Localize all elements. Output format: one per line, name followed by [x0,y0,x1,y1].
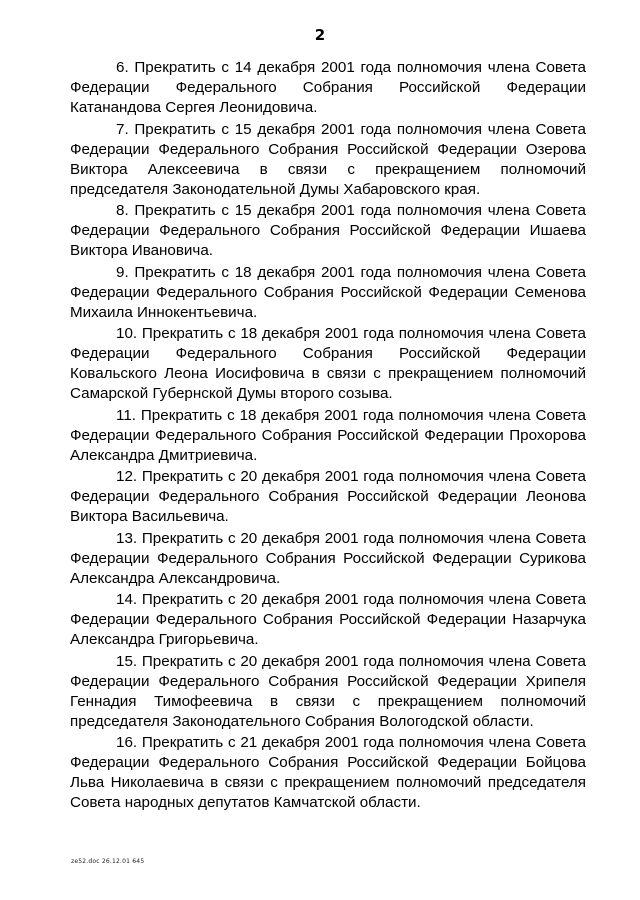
paragraph-11: 11. Прекратить с 18 декабря 2001 года полномочия члена Совета Федерации Федерального Собрания Российской Федерации Прохорова Александра Дмитриевича. [70,406,586,464]
paragraph-16: 16. Прекратить с 21 декабря 2001 года полномочия члена Совета Федерации Федерального Собрания Российской Федерации Бойцова Льва Николаевича в связи с прекращением полномочий председателя Совета народных депутатов Камчатской области. [70,734,586,811]
document-body [70,58,586,815]
footer-document-code: ze52.doc 26.12.01 645 [71,858,145,865]
paragraph-8: 8. Прекратить с 15 декабря 2001 года полномочия члена Совета Федерации Федерального Собрания Российской Федерации Ишаева Виктора Ивановича. [70,202,586,259]
paragraph-10: 10. Прекратить с 18 декабря 2001 года полномочия члена Совета Федерации Федерального Собрания Российской Федерации Ковальского Леона Иосифовича в связи с прекращением полномочий Самарской Губернской Думы второго созыва. [70,325,586,402]
paragraph-12: 12. Прекратить с 20 декабря 2001 года полномочия члена Совета Федерации Федерального Собрания Российской Федерации Леонова Виктора Васильевича. [70,468,586,525]
paragraph-9: 9. Прекратить с 18 декабря 2001 года полномочия члена Совета Федерации Федерального Собрания Российской Федерации Семенова Михаила Иннокентьевича. [70,263,586,321]
page-number: 2 [314,26,326,44]
paragraph-14: 14. Прекратить с 20 декабря 2001 года полномочия члена Совета Федерации Федерального Собрания Российской Федерации Назарчука Александра Григорьевича. [70,591,586,648]
paragraph-6: 6. Прекратить с 14 декабря 2001 года полномочия члена Совета Федерации Федерального Собрания Российской Федерации Катанандова Сергея Леонидовича. [70,59,586,116]
paragraph-13: 13. Прекратить с 20 декабря 2001 года полномочия члена Совета Федерации Федерального Собрания Российской Федерации Сурикова Александра Александровича. [70,529,586,587]
paragraph-15: 15. Прекратить с 20 декабря 2001 года полномочия члена Совета Федерации Федерального Собрания Российской Федерации Хрипеля Геннадия Тимофеевича в связи с прекращением полномочий председателя Законодательного Собрания Вологодской области. [70,652,586,730]
paragraph-7: 7. Прекратить с 15 декабря 2001 года полномочия члена Совета Федерации Федерального Собрания Российской Федерации Озерова Виктора Алексеевича в связи с прекращением полномочий председателя Законодательной Думы Хабаровского края. [70,120,586,198]
